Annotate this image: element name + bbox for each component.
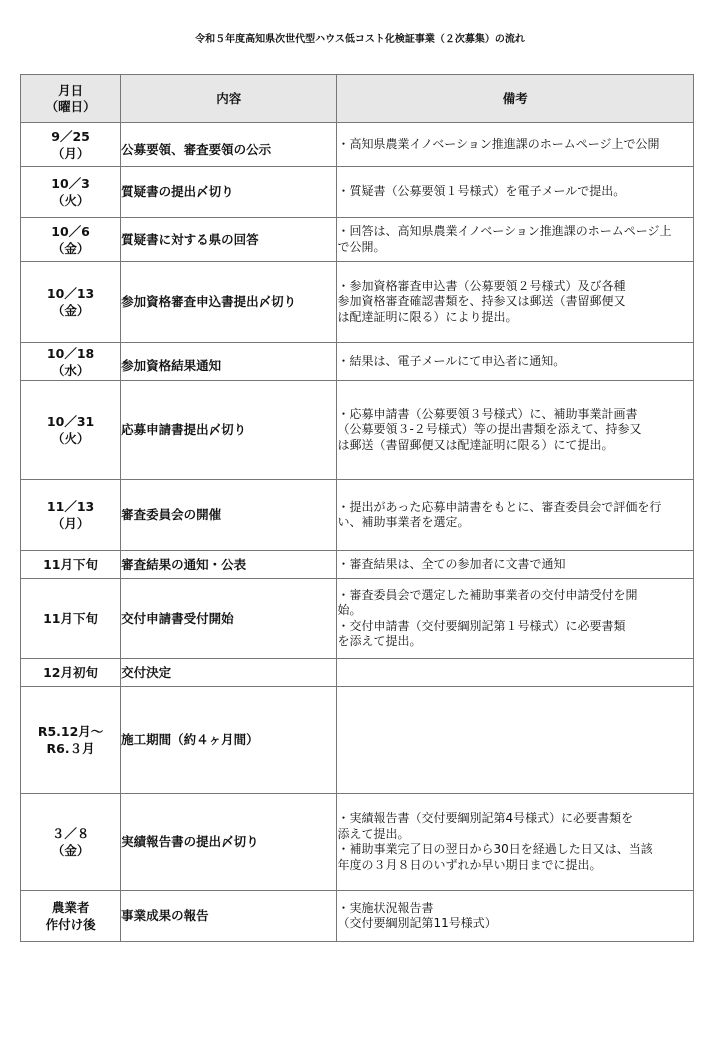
content-cell xyxy=(121,343,337,381)
header-date-line1: 月日 xyxy=(58,82,84,98)
content-cell xyxy=(121,167,337,218)
notes-cell xyxy=(337,891,694,942)
notes-line: （交付要綱別記第11号様式） xyxy=(337,916,497,930)
notes-line: 添えて提出。 xyxy=(337,826,410,841)
date-line: （金） xyxy=(51,843,90,858)
table-row xyxy=(21,659,694,687)
notes-cell xyxy=(337,262,694,343)
content-cell xyxy=(121,687,337,794)
date-line: 作付け後 xyxy=(45,917,96,932)
table-row xyxy=(21,167,694,218)
date-line: 農業者 xyxy=(51,900,90,915)
notes-line: ・補助事業完了日の翌日から30日を経過した日又は、当該 xyxy=(337,842,653,856)
date-line: 12月初旬 xyxy=(43,665,99,680)
notes-line: 参加資格審査確認書類を、持参又は郵送（書留郵便又 xyxy=(337,294,626,309)
date-cell xyxy=(21,480,121,551)
table-row xyxy=(21,123,694,167)
notes-line: ・質疑書（公募要領１号様式）を電子メールで提出。 xyxy=(337,184,626,199)
content-cell xyxy=(121,579,337,659)
date-cell xyxy=(21,262,121,343)
table-row xyxy=(21,218,694,262)
table-row xyxy=(21,262,694,343)
header-content: 内容 xyxy=(121,75,337,123)
notes-line: ・回答は、高知県農業イノベーション推進課のホームページ上 xyxy=(337,224,672,238)
date-line: 10／3 xyxy=(51,176,90,191)
table-row xyxy=(21,551,694,579)
date-cell xyxy=(21,687,121,794)
notes-line: ・審査委員会で選定した補助事業者の交付申請受付を開 xyxy=(337,587,638,602)
notes-cell xyxy=(337,794,694,891)
header-notes: 備考 xyxy=(337,75,694,123)
header-date xyxy=(21,75,121,123)
date-line: 10／31 xyxy=(46,414,95,429)
notes-cell xyxy=(337,551,694,579)
date-cell xyxy=(21,794,121,891)
content-text: 交付決定 xyxy=(121,664,172,680)
notes-line: で公開。 xyxy=(337,239,386,254)
content-text: 審査委員会の開催 xyxy=(121,507,222,522)
schedule-table xyxy=(20,74,694,942)
date-line: （水） xyxy=(51,362,90,378)
notes-line: ・実績報告書（交付要綱別記第4号様式）に必要書類を xyxy=(337,811,634,825)
content-cell xyxy=(121,381,337,480)
notes-line: ・高知県農業イノベーション推進課のホームページ上で公開 xyxy=(337,136,660,151)
content-text: 施工期間（約４ヶ月間） xyxy=(121,732,259,747)
notes-cell xyxy=(337,659,694,687)
content-text: 事業成果の報告 xyxy=(121,908,209,923)
notes-cell xyxy=(337,579,694,659)
table-row xyxy=(21,579,694,659)
date-line: （火） xyxy=(51,431,90,446)
date-cell xyxy=(21,123,121,167)
page-title: 令和５年度高知県次世代型ハウス低コスト化検証事業（２次募集）の流れ xyxy=(195,34,525,45)
date-cell xyxy=(21,891,121,942)
date-line: 10／6 xyxy=(51,223,90,239)
notes-line: ・審査結果は、全ての参加者に文書で通知 xyxy=(337,556,566,571)
notes-line: ・交付申請書（交付要綱別記第１号様式）に必要書類 xyxy=(337,618,626,633)
notes-cell xyxy=(337,167,694,218)
date-line: 9／25 xyxy=(51,128,90,144)
table-row xyxy=(21,687,694,794)
table-row xyxy=(21,381,694,480)
date-line: R5.12月～ xyxy=(37,724,104,739)
content-text: 質疑書に対する県の回答 xyxy=(121,231,259,247)
date-line: （火） xyxy=(51,193,90,208)
content-cell xyxy=(121,480,337,551)
notes-line: ・応募申請書（公募要領３号様式）に、補助事業計画書 xyxy=(337,406,638,421)
notes-cell xyxy=(337,480,694,551)
date-cell xyxy=(21,218,121,262)
content-text: 参加資格審査申込書提出〆切り xyxy=(121,294,297,309)
content-cell xyxy=(121,262,337,343)
notes-line: い、補助事業者を選定。 xyxy=(337,515,470,529)
content-cell xyxy=(121,659,337,687)
content-cell xyxy=(121,891,337,942)
notes-line: 年度の３月８日のいずれか早い期日までに提出。 xyxy=(337,857,602,872)
header-date-line2: （曜日） xyxy=(45,98,96,114)
date-cell xyxy=(21,167,121,218)
content-text: 実績報告書の提出〆切り xyxy=(121,834,259,849)
notes-line: ・結果は、電子メールにて申込者に通知。 xyxy=(337,353,566,368)
notes-line: ・提出があった応募申請書をもとに、審査委員会で評価を行 xyxy=(337,499,662,514)
date-line: 11月下旬 xyxy=(43,611,99,626)
date-line: 10／18 xyxy=(46,345,95,361)
table-row xyxy=(21,891,694,942)
content-text: 公募要領、審査要領の公示 xyxy=(121,141,272,157)
notes-line: は郵送（書留郵便又は配達証明に限る）にて提出。 xyxy=(337,437,614,452)
date-line: R6.３月 xyxy=(46,741,95,756)
table-row xyxy=(21,480,694,551)
content-cell xyxy=(121,123,337,167)
content-text: 交付申請書受付開始 xyxy=(121,610,234,626)
date-line: 11／13 xyxy=(46,499,95,514)
content-text: 質疑書の提出〆切り xyxy=(121,184,234,199)
table-header-row xyxy=(21,75,694,123)
date-cell xyxy=(21,659,121,687)
notes-cell xyxy=(337,381,694,480)
date-line: 10／13 xyxy=(46,286,95,301)
content-text: 応募申請書提出〆切り xyxy=(121,422,247,437)
date-line: （月） xyxy=(51,145,90,161)
date-line: （金） xyxy=(51,240,90,256)
content-text: 審査結果の通知・公表 xyxy=(121,556,247,572)
notes-line: を添えて提出。 xyxy=(337,634,422,648)
date-cell xyxy=(21,381,121,480)
date-cell xyxy=(21,551,121,579)
notes-line: ・参加資格審査申込書（公募要領２号様式）及び各種 xyxy=(337,278,626,293)
table-row xyxy=(21,794,694,891)
date-line: 11月下旬 xyxy=(43,557,99,572)
notes-line: 始。 xyxy=(337,603,362,617)
content-cell xyxy=(121,218,337,262)
notes-line: ・実施状況報告書 xyxy=(337,900,434,915)
content-cell xyxy=(121,551,337,579)
notes-cell xyxy=(337,123,694,167)
content-text: 参加資格結果通知 xyxy=(121,357,222,373)
notes-cell xyxy=(337,687,694,794)
content-cell xyxy=(121,794,337,891)
date-line: （金） xyxy=(51,303,90,318)
notes-cell xyxy=(337,218,694,262)
date-cell xyxy=(21,579,121,659)
notes-line: （公募要領３-２号様式）等の提出書類を添えて、持参又 xyxy=(337,422,642,437)
table-row xyxy=(21,343,694,381)
date-line: （月） xyxy=(51,516,90,531)
date-cell xyxy=(21,343,121,381)
notes-line: は配達証明に限る）により提出。 xyxy=(337,309,518,324)
date-line: ３／８ xyxy=(51,826,90,841)
table-body xyxy=(21,123,694,942)
notes-cell xyxy=(337,343,694,381)
